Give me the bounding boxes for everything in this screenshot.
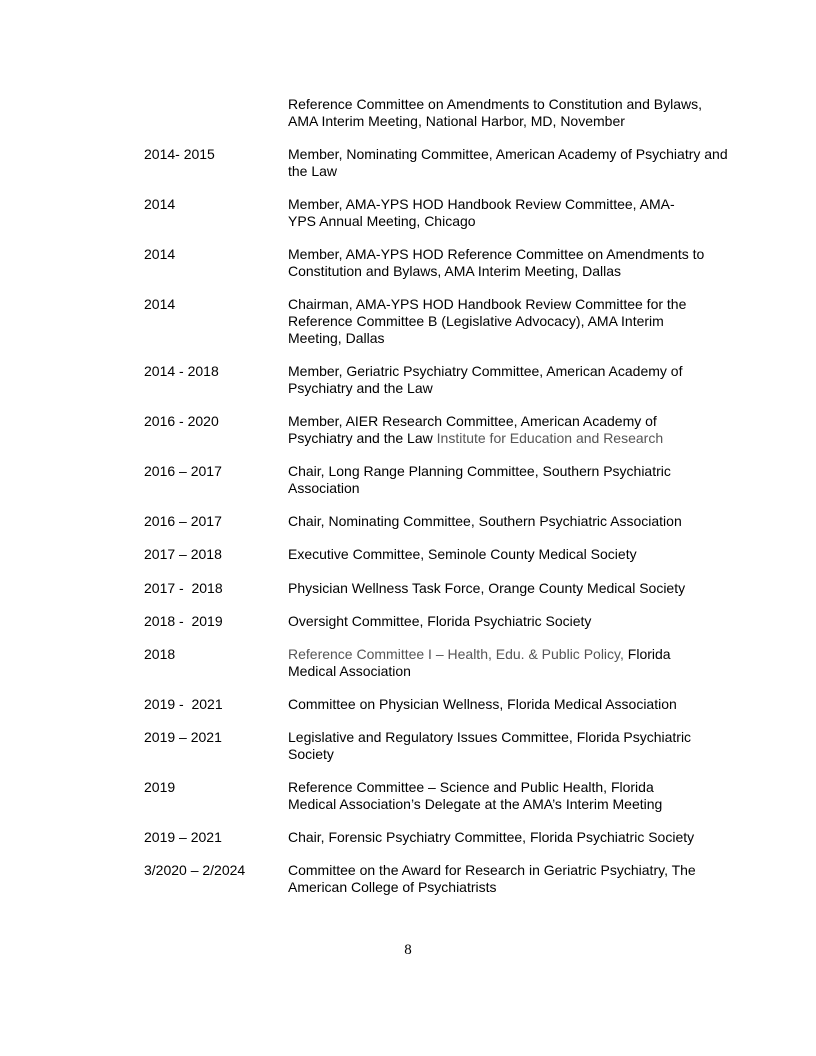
entry-text: Member, Geriatric Psychiatry Committee, American Academy of Psychiatry and the Law bbox=[288, 363, 683, 396]
entry-text: Oversight Committee, Florida Psychiatric Society bbox=[288, 613, 592, 629]
entry-text: Legislative and Regulatory Issues Committee, Florida Psychiatric Society bbox=[288, 729, 692, 762]
entry-date: 2019 – 2021 bbox=[144, 829, 222, 845]
page-number: 8 bbox=[404, 942, 412, 958]
entry-text bbox=[288, 646, 700, 680]
entry-text: Chair, Forensic Psychiatry Committee, Florida Psychiatric Society bbox=[288, 829, 695, 845]
entry-date: 2016 – 2017 bbox=[144, 463, 222, 479]
entry-text: Chairman, AMA-YPS HOD Handbook Review Committee for the Reference Committee B (Legislative Advocacy), AMA Interim Meeting, Dallas bbox=[288, 296, 687, 346]
entry-text: Member, AMA-YPS HOD Reference Committee on Amendments to Constitution and Bylaws, AMA Interim Meeting, Dallas bbox=[288, 246, 705, 279]
entry-text: Chair, Nominating Committee, Southern Psychiatric Association bbox=[288, 513, 682, 529]
entry-text: Physician Wellness Task Force, Orange County Medical Society bbox=[288, 580, 686, 596]
entry-text: Reference Committee – Science and Public Health, Florida Medical Association’s Delegate at the AMA’s Interim Meeting bbox=[288, 779, 663, 812]
entry-date: 2014 bbox=[144, 196, 176, 212]
entry-date: 2017 – 2018 bbox=[144, 546, 222, 562]
entry-date: 2014 - 2018 bbox=[144, 363, 219, 379]
entry-date: 2014 bbox=[144, 246, 176, 262]
entry-text-gray: Institute for Education and Research bbox=[432, 430, 664, 446]
entry-text-main: Florida Medical Association bbox=[288, 646, 671, 679]
entry-date: 2016 - 2020 bbox=[144, 413, 219, 429]
entry-text: Member, Nominating Committee, American Academy of Psychiatry and the Law bbox=[288, 146, 728, 179]
entry-text bbox=[288, 413, 688, 447]
entry-date: 2017 - 2018 bbox=[144, 580, 223, 596]
entry-date: 3/2020 – 2/2024 bbox=[144, 862, 246, 878]
entry-text: Reference Committee on Amendments to Constitution and Bylaws, AMA Interim Meeting, National Harbor, MD, November bbox=[288, 96, 702, 129]
entry-date: 2018 - 2019 bbox=[144, 613, 223, 629]
entry-text: Executive Committee, Seminole County Medical Society bbox=[288, 546, 637, 562]
entry-text: Committee on Physician Wellness, Florida Medical Association bbox=[288, 696, 677, 712]
entry-text: Chair, Long Range Planning Committee, Southern Psychiatric Association bbox=[288, 463, 671, 496]
entry-date: 2014- 2015 bbox=[144, 146, 215, 162]
entry-text: Member, AMA-YPS HOD Handbook Review Committee, AMA-YPS Annual Meeting, Chicago bbox=[288, 196, 675, 229]
entry-text: Committee on the Award for Research in Geriatric Psychiatry, The American College of Psychiatrists bbox=[288, 862, 696, 895]
entry-date: 2019 – 2021 bbox=[144, 729, 222, 745]
entry-date: 2019 bbox=[144, 779, 176, 795]
entry-date: 2016 – 2017 bbox=[144, 513, 222, 529]
entry-text-main: Member, AIER Research Committee, American Academy of Psychiatry and the Law bbox=[288, 413, 657, 446]
entry-text-gray: Reference Committee I – Health, Edu. & Public Policy, bbox=[288, 646, 624, 662]
entry-date: 2018 bbox=[144, 646, 176, 662]
entry-date: 2019 - 2021 bbox=[144, 696, 223, 712]
entry-date: 2014 bbox=[144, 296, 176, 312]
